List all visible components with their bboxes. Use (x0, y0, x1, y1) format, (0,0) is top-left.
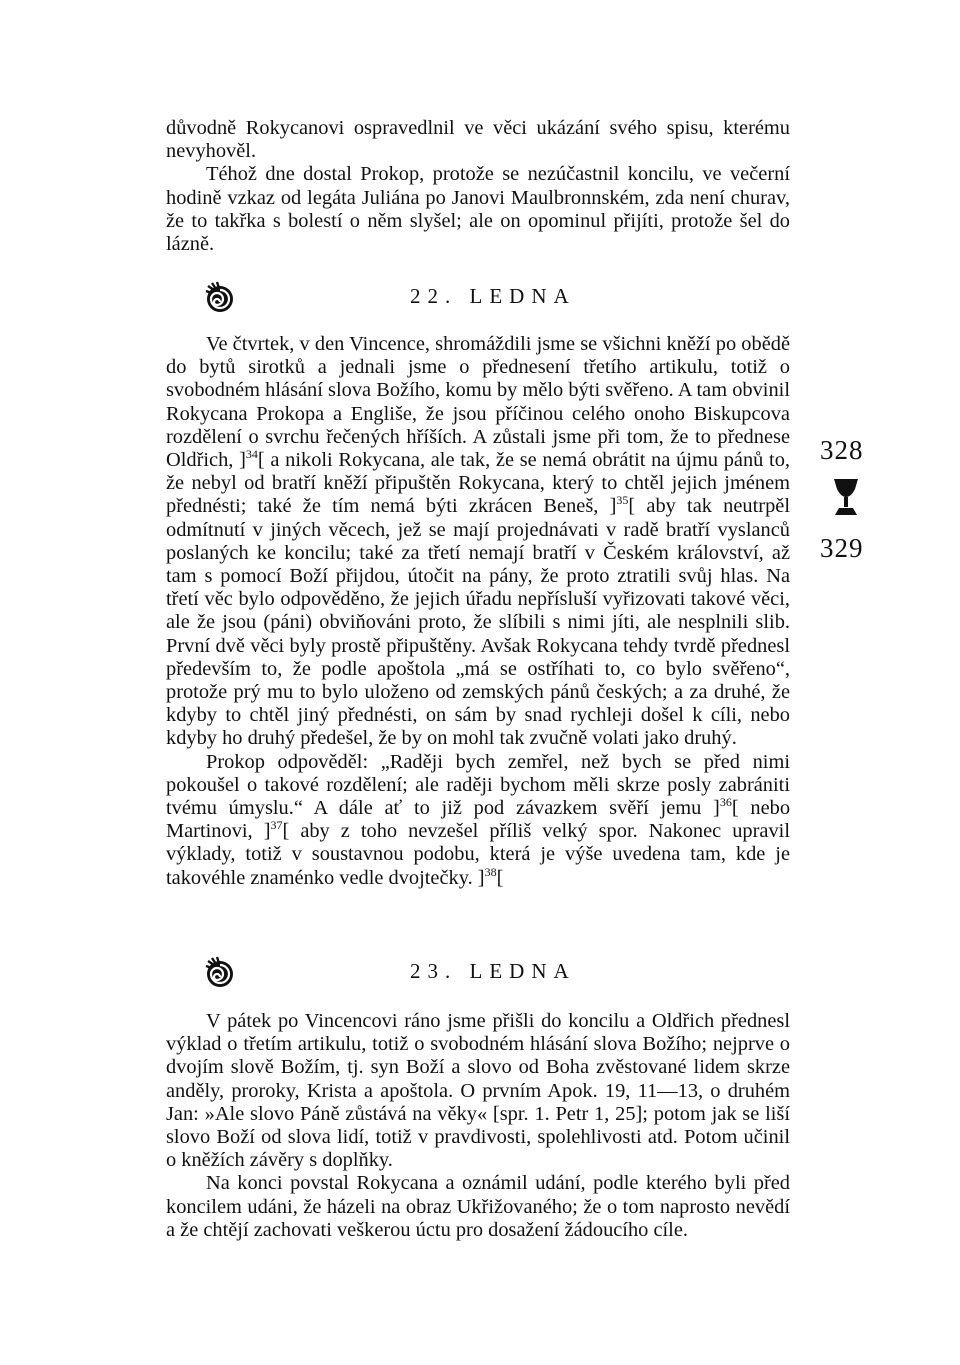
text-run: aby z toho nevzešel příliš velký spor. Nakonec upravil výklady, totiž v soustavnou podobu, která je výše uvedena tam, kde je takovéhle znaménko vedle dvojtečky. (166, 820, 790, 889)
section-23-body (166, 1010, 790, 1242)
spiral-ornament-icon (200, 953, 240, 993)
marker-number: 37 (270, 818, 283, 833)
page-number-bottom: 329 (820, 533, 864, 563)
paragraph: Téhož dne dostal Prokop, protože se nezúčastnil koncilu, ve večerní hodině vzkaz od legáta Juliána po Janovi Maulbronnském, zda není churav, že to takřka s bolestí o něm slyšel; ale on opominul přijíti, protože šel do lázně. (166, 163, 790, 256)
top-block (166, 117, 790, 256)
chalice-icon (831, 477, 861, 519)
spiral-ornament-icon (200, 278, 240, 318)
marker-number: 36 (719, 795, 732, 810)
paragraph: Na konci povstal Rokycana a oznámil udání, podle kterého byli před koncilem udáni, že házeli na obraz Ukřižovaného; že o tom naprosto nevědí a že chtějí zachovati veškerou úctu pro dosažení žádoucího cíle. (166, 1172, 790, 1241)
footnote-marker: ]$^{37}$[ (263, 818, 290, 843)
text-run: Ve čtvrtek, v den Vincence, shromáždili jsme se všichni kněží po obědě do bytů sirotků a jednali jsme o přednesení třetího artikulu, totiž o svobodném hlásání slova Božího, komu by mělo býti svěřeno. A tam obvinil Rokycana Prokopa a Engliše, že jsou příčinou celého onoho Biskupcova rozdělení o svrchu řečených hříších. A zůstali jsme při tom, že to přednese Oldřich, (166, 333, 790, 472)
footnote-marker: ]$^{36}$[ (713, 795, 739, 820)
page-number-top: 328 (820, 435, 864, 465)
paragraph: důvodně Rokycanovi ospravedlnil ve věci ukázání svého spisu, kterému nevyhověl. (166, 117, 790, 163)
section-title: 22. LEDNA (410, 284, 576, 308)
marker-number: 34 (245, 447, 258, 462)
section-heading-22 (200, 278, 790, 318)
margin-page-numbers (816, 435, 876, 575)
paragraph: V pátek po Vincencovi ráno jsme přišli do koncilu a Oldřich přednesl výklad o třetím artikulu, totiž o svobodném hlásání slova Božího; nejprve o dvojím slově Božím, tj. syn Boží a slovo od Boha zvěstované lidem skrze anděly, proroky, Krista a apoštola. O prvním Apok. 19, 11—13, o druhém Jan: »Ale slovo Páně zůstává na věky« [spr. 1. Petr 1, 25]; potom jak se liší slovo Boží od slova lidí, totiž v pravdivosti, spolehlivosti atd. Potom učinil o kněžích závěry s doplňky. (166, 1010, 790, 1172)
footnote-marker: ]$^{35}$[ (609, 493, 636, 518)
paragraph (166, 751, 790, 890)
section-heading-23 (200, 953, 790, 993)
marker-number: 35 (616, 493, 629, 508)
paragraph (166, 333, 790, 751)
marker-number: 38 (484, 864, 497, 879)
footnote-marker: ]$^{38}$[ (477, 864, 504, 889)
section-22-body (166, 333, 790, 890)
footnote-marker: ]$^{34}$[ (239, 447, 265, 472)
text-run: nebo Martinovi, (166, 797, 791, 843)
text-run: aby tak neutrpěl odmítnutí v jiných věcech, jež se mají projednávati v radě bratří vyslanců poslaných ke koncilu; také za třetí nemají bratří v Českém království, až tam s pomocí Boží přijdou, útočit na pány, že proto ztratili svůj hlas. Na třetí věc bylo odpověděno, že jejich úřadu nepřísluší vyřizovati takové věci, ale že jsou (páni) obviňováni proto, že slíbili s nimi jíti, ale nesplnili slib. První dvě věci byly prostě připuštěny. Avšak Rokycana tehdy tvrdě přednesl především to, že podle apoštola „má se ostříhati to, co bylo svěřeno“, protože prý mu to bylo uloženo od zemských pánů českých; a za druhé, že kdyby to chtěl jiný přednésti, on sám by snad rychleji došel k cíli, nebo kdyby ho druhý předešel, že by on mohl tak zvučně volati jako druhý. (166, 495, 790, 750)
text-run: a nikoli Rokycana, ale tak, že se nemá obrátit na újmu pánů to, že nebyl od bratří kněží připuštěn Rokycana, který to chtěl jejich jménem přednésti; také že tím nemá býti zkrácen Beneš, (166, 449, 790, 518)
section-title: 23. LEDNA (410, 959, 576, 983)
text-run: Prokop odpověděl: „Raději bych zemřel, než bych se před nimi pokoušel o takové rozdělení; ale raději bychom měli skrze posly zabrániti tvému úmyslu.“ A dále ať to již pod závazkem svěří jemu (166, 750, 790, 820)
